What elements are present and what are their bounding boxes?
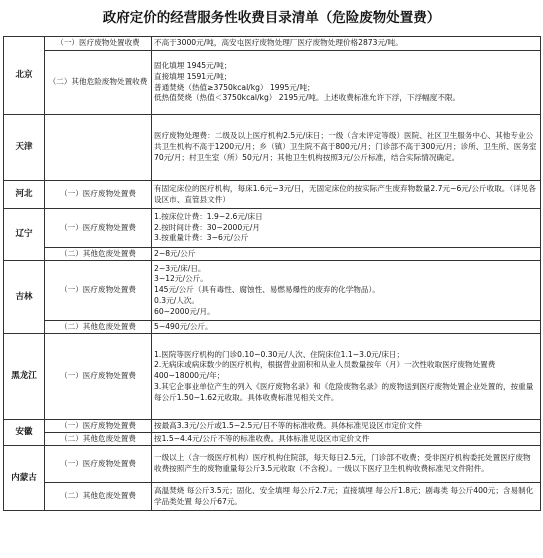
table-row xyxy=(4,334,541,420)
table-row xyxy=(4,181,541,209)
standard-line: 5~490元/公斤。 xyxy=(154,321,213,331)
standard-line: 按最高3.3元/公斤或1.5~2.5元/日不等的标准收费。具体标准见设区市定价文件 xyxy=(154,420,422,430)
province-cell: 河北 xyxy=(4,181,45,209)
category-cell xyxy=(45,115,152,181)
standard-line: 普通焚烧（热值≥3750kcal/kg） 1995元/吨； xyxy=(154,82,315,92)
category-cell: （一）医疗废物处置费 xyxy=(45,334,152,420)
table-row xyxy=(4,115,541,181)
standard-cell xyxy=(152,433,541,446)
standard-line: 2.按时间计费：30~2000元/月 xyxy=(154,222,260,232)
standard-line: 1.按床位计费：1.9~2.6元/床日 xyxy=(154,211,263,221)
standard-line: 一级以上（含一级医疗机构）医疗机构住院部，每天每日2.5元，门诊部不收费；受非医疗机构委托处置医疗废物收费按照产生的废物重量每公斤3.5元收取（不含税）。一级以下医疗卫生机构收费标准见文件附件。 xyxy=(154,453,531,473)
table-row xyxy=(4,433,541,446)
table-row xyxy=(4,248,541,261)
province-cell: 安徽 xyxy=(4,420,45,446)
standard-line: 3~12元/公斤。 xyxy=(154,274,208,284)
standard-line: 145元/公斤（具有毒性、腐蚀性、易燃易爆性的废弃的化学物品）。 xyxy=(154,285,380,295)
standard-line: 0.3元/人次。 xyxy=(154,295,200,305)
table-row xyxy=(4,446,541,483)
category-cell: （一）医疗废物处置费 xyxy=(45,446,152,483)
standard-line: 直接填埋 1591元/吨； xyxy=(154,71,232,81)
standard-line: 医疗废物处理费：二级及以上医疗机构2.5元/床日；一级（含未评定等级）医院、社区卫生服务中心、其他专业公共卫生机构不高于1200元/月；乡（镇）卫生院不高于800元/月；门诊部不高于300元/月；诊所、卫生所、医务室70元/月；村卫生室（所）50元/月；其他卫生机构按照3元/公斤标准，结合实际情况确定。 xyxy=(154,131,537,162)
standard-line: 固化填埋 1945元/吨； xyxy=(154,60,232,70)
fee-table xyxy=(3,36,541,511)
province-cell: 北京 xyxy=(4,37,45,115)
category-cell: （二）其他危废处置费 xyxy=(45,321,152,334)
standard-line: 按1.5~4.4元/公斤不等的标准收费。具体标准见设区市定价文件 xyxy=(154,433,370,443)
category-cell: （一）医疗废物处置费 xyxy=(45,209,152,248)
standard-line: 3.按重量计费：3~6元/公斤 xyxy=(154,233,249,243)
category-cell: （二）其他危险废物处置收费 xyxy=(45,51,152,115)
table-row xyxy=(4,261,541,321)
standard-line: 2~3元/床/日。 xyxy=(154,263,206,273)
standard-cell xyxy=(152,334,541,420)
page-title: 政府定价的经营服务性收费目录清单（危险废物处置费） xyxy=(102,10,441,26)
standard-cell xyxy=(152,321,541,334)
standard-cell xyxy=(152,181,541,209)
standard-cell xyxy=(152,446,541,483)
standard-cell xyxy=(152,51,541,115)
standard-cell xyxy=(152,248,541,261)
category-cell: （二）其他危废处置费 xyxy=(45,483,152,511)
table-row xyxy=(4,209,541,248)
province-cell: 辽宁 xyxy=(4,209,45,261)
province-cell: 内蒙古 xyxy=(4,446,45,511)
table-row xyxy=(4,420,541,433)
standard-line: 不高于3000元/吨，高安屯医疗废物处理厂医疗废物处理价格2873元/吨。 xyxy=(154,38,403,48)
category-cell: （一）医疗废物处置费 xyxy=(45,261,152,321)
category-cell: （一）医疗废物处置收费 xyxy=(45,37,152,51)
table-row xyxy=(4,51,541,115)
standard-cell xyxy=(152,483,541,511)
standard-line: 低热值焚烧（热值＜3750kcal/kg） 2195元/吨。上述收费标准允许下浮，下浮幅度不限。 xyxy=(154,93,461,103)
standard-line: 高温焚烧 每公斤3.5元；固化、安全填埋 每公斤2.7元；直接填埋 每公斤1.8元；剧毒类 每公斤400元；含易制化学品类处置 每公斤67元。 xyxy=(154,485,534,506)
standard-cell xyxy=(152,37,541,51)
category-cell: （一）医疗废物处置费 xyxy=(45,420,152,433)
province-cell: 天津 xyxy=(4,115,45,181)
table-row xyxy=(4,483,541,511)
standard-cell xyxy=(152,261,541,321)
standard-line: 60~2000元/月。 xyxy=(154,306,215,316)
standard-line: 2~8元/公斤 xyxy=(154,248,196,258)
standard-line: 2.无病床或病床数少的医疗机构，根据营业面积和从业人员数量按年（月）一次性收取医疗废物处置费400~18000元/年； xyxy=(154,360,496,381)
standard-line: 有固定床位的医疗机构，每床1.6元~3元/日，无固定床位的按实际产生废弃物数量2.7元~6元/公斤收取。（详见各设区市、直管县文件） xyxy=(154,183,536,204)
standard-cell xyxy=(152,420,541,433)
standard-cell xyxy=(152,209,541,248)
category-cell: （一）医疗废物处置费 xyxy=(45,181,152,209)
standard-line: 3.其它企事业单位产生的列入《医疗废物名录》和《危险废物名录》的废物送到医疗废物处置企业处置的，按重量每公斤1.50~1.62元收取。具体收费标准见相关文件。 xyxy=(154,381,534,402)
province-cell: 吉林 xyxy=(4,261,45,334)
table-row xyxy=(4,321,541,334)
province-cell: 黑龙江 xyxy=(4,334,45,420)
standard-cell xyxy=(152,115,541,181)
category-cell: （二）其他危废处置费 xyxy=(45,433,152,446)
table-row xyxy=(4,37,541,51)
standard-line: 1.医院等医疗机构的门诊0.10~0.30元/人次、住院床位1.1~3.0元/床日； xyxy=(154,349,405,359)
category-cell: （二）其他危废处置费 xyxy=(45,248,152,261)
